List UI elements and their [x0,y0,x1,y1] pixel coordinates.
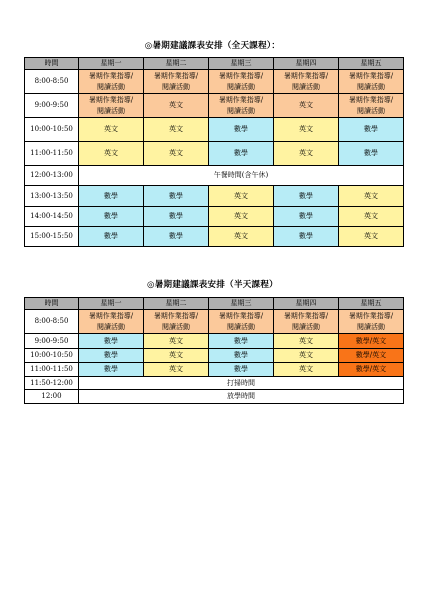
time-slot-cell: 15:00-15:50 [25,227,79,247]
class-label: 暑期作業指導/ [348,311,394,320]
class-cell-math [79,349,144,363]
schedule-row [25,70,404,94]
schedule-row [25,390,404,404]
class-cell-homework [79,310,144,334]
class-cell-math [79,227,144,247]
class-label: 數學 [299,191,313,200]
class-label: 閱讀活動 [292,322,320,331]
class-cell-math [209,349,274,363]
class-cell-homework [79,94,144,118]
class-label: 數學 [104,212,118,220]
time-slot-cell: 12:00-13:00 [25,166,79,186]
class-cell-mixed [339,349,404,363]
time-slot-cell: 9:00-9:50 [25,94,79,118]
class-label: 英文 [234,191,248,200]
class-cell-math [144,207,209,227]
schedule-row [25,166,404,186]
class-label: 英文 [299,351,313,359]
full-day-title: ◎暑期建議課表安排（全天課程）： [144,41,281,51]
header-row [25,298,404,310]
class-cell-english [274,118,339,142]
time-slot-cell: 9:00-9:50 [25,334,79,349]
full-day-schedule-table [24,57,404,247]
class-cell-homework [144,310,209,334]
class-cell-english [339,227,404,247]
class-label: 暑期作業指導/ [348,71,394,80]
class-label: 數學 [104,191,118,200]
class-label: 數學 [234,149,248,157]
class-cell-english [144,349,209,363]
class-label: 英文 [364,191,378,200]
class-label: 暑期作業指導/ [218,71,264,80]
class-cell-homework [339,70,404,94]
class-label: 英文 [299,125,313,133]
class-cell-math [209,142,274,166]
class-cell-english [144,118,209,142]
class-label: 暑期作業指導/ [283,71,329,80]
time-slot-cell: 13:00-13:50 [25,186,79,207]
merged-activity-cell: 午餐時間(含午休) [79,166,404,186]
class-cell-homework [274,94,339,118]
class-cell-math [79,363,144,377]
class-cell-homework [209,310,274,334]
class-label: 數學 [169,232,183,240]
class-cell-english [274,363,339,377]
time-slot-cell: 11:00-11:50 [25,363,79,377]
class-label: 閱讀活動 [227,106,255,115]
class-label: 數學/英文 [355,336,387,345]
day-column-header: 星期四 [274,58,339,70]
day-column-header: 星期五 [339,298,404,310]
time-slot-cell: 8:00-8:50 [25,70,79,94]
class-label: 暑期作業指導/ [88,311,134,320]
class-label: 暑期作業指導/ [348,95,394,104]
class-cell-homework [274,310,339,334]
class-label: 英文 [234,212,248,220]
class-label: 閱讀活動 [97,106,125,115]
class-label: 閱讀活動 [357,82,385,91]
day-column-header: 星期二 [144,298,209,310]
time-slot-cell: 12:00 [25,390,79,404]
class-label: 數學 [234,125,248,133]
class-cell-math [209,363,274,377]
class-cell-homework [79,70,144,94]
class-label: 數學 [169,212,183,220]
time-slot-cell: 10:00-10:50 [25,349,79,363]
schedule-row [25,94,404,118]
class-label: 英文 [234,232,248,240]
class-label: 英文 [169,101,183,109]
class-label: 數學 [104,351,118,359]
class-cell-english [274,334,339,349]
class-cell-english [274,349,339,363]
class-cell-english [209,227,274,247]
class-cell-math [144,186,209,207]
class-cell-mixed [339,363,404,377]
class-cell-math [79,334,144,349]
merged-activity-cell: 放學時間 [79,390,404,404]
class-cell-math [209,334,274,349]
day-column-header: 星期三 [209,58,274,70]
class-cell-math [339,118,404,142]
class-label: 數學 [234,351,248,359]
day-column-header: 星期一 [79,58,144,70]
time-slot-cell: 14:00-14:50 [25,207,79,227]
header-row [25,58,404,70]
class-cell-english [79,142,144,166]
time-column-header: 時間 [25,58,79,70]
class-label: 暑期作業指導/ [153,311,199,320]
class-label: 閱讀活動 [227,82,255,91]
day-column-header: 星期五 [339,58,404,70]
schedule-row [25,186,404,207]
time-slot-cell: 11:00-11:50 [25,142,79,166]
class-label: 英文 [299,101,313,109]
class-label: 英文 [169,365,183,373]
class-cell-english [339,186,404,207]
time-column-header: 時間 [25,298,79,310]
class-label: 英文 [169,336,183,345]
class-cell-math [274,227,339,247]
class-cell-homework [339,94,404,118]
class-cell-english [274,142,339,166]
class-label: 數學 [364,149,378,157]
time-slot-cell: 8:00-8:50 [25,310,79,334]
class-label: 數學 [104,232,118,240]
class-label: 閱讀活動 [357,322,385,331]
class-label: 英文 [169,351,183,359]
schedule-row [25,310,404,334]
class-label: 英文 [364,232,378,240]
schedule-row [25,142,404,166]
class-cell-math [79,207,144,227]
class-cell-math [79,186,144,207]
class-label: 閱讀活動 [357,106,385,115]
class-label: 數學 [364,125,378,133]
half-day-schedule-table [24,297,404,404]
schedule-row [25,118,404,142]
class-label: 暑期作業指導/ [153,71,199,80]
class-cell-english [209,186,274,207]
class-cell-english [339,207,404,227]
class-label: 英文 [299,365,313,373]
class-cell-homework [274,70,339,94]
class-label: 英文 [299,336,313,345]
class-label: 閱讀活動 [227,322,255,331]
class-label: 數學 [169,191,183,200]
class-label: 數學 [299,232,313,240]
schedule-row [25,349,404,363]
day-column-header: 星期二 [144,58,209,70]
class-cell-math [274,186,339,207]
schedule-row [25,377,404,390]
class-label: 閱讀活動 [97,322,125,331]
class-label: 英文 [169,125,183,133]
class-cell-english [144,334,209,349]
class-cell-english [79,118,144,142]
time-slot-cell: 11:50-12:00 [25,377,79,390]
class-cell-math [339,142,404,166]
class-label: 數學/英文 [355,351,387,359]
class-label: 閱讀活動 [162,82,190,91]
class-label: 數學 [104,336,118,345]
class-cell-homework [209,94,274,118]
class-cell-homework [144,70,209,94]
class-cell-mixed [339,334,404,349]
class-cell-homework [144,94,209,118]
class-label: 暑期作業指導/ [283,311,329,320]
class-cell-homework [209,70,274,94]
half-day-title: ◎暑期建議課表安排（半天課程） [147,280,278,290]
class-cell-math [144,227,209,247]
class-label: 數學/英文 [355,365,387,373]
class-label: 數學 [234,365,248,373]
class-cell-english [144,142,209,166]
day-column-header: 星期四 [274,298,339,310]
time-slot-cell: 10:00-10:50 [25,118,79,142]
schedule-row [25,363,404,377]
class-label: 暑期作業指導/ [88,71,134,80]
day-column-header: 星期三 [209,298,274,310]
class-label: 數學 [234,336,248,345]
class-label: 英文 [299,149,313,157]
day-column-header: 星期一 [79,298,144,310]
class-label: 英文 [104,149,118,157]
class-label: 暑期作業指導/ [218,95,264,104]
class-label: 數學 [104,365,118,373]
schedule-row [25,334,404,349]
class-label: 英文 [364,212,378,220]
class-label: 數學 [299,212,313,220]
schedule-row [25,227,404,247]
class-label: 暑期作業指導/ [88,95,134,104]
class-label: 英文 [169,149,183,157]
class-label: 閱讀活動 [292,82,320,91]
merged-activity-cell: 打掃時間 [79,377,404,390]
schedule-row [25,207,404,227]
class-label: 閱讀活動 [162,322,190,331]
class-label: 英文 [104,125,118,133]
class-cell-english [144,363,209,377]
class-cell-math [274,207,339,227]
class-label: 暑期作業指導/ [218,311,264,320]
class-label: 閱讀活動 [97,82,125,91]
class-cell-homework [339,310,404,334]
class-cell-english [209,207,274,227]
class-cell-math [209,118,274,142]
